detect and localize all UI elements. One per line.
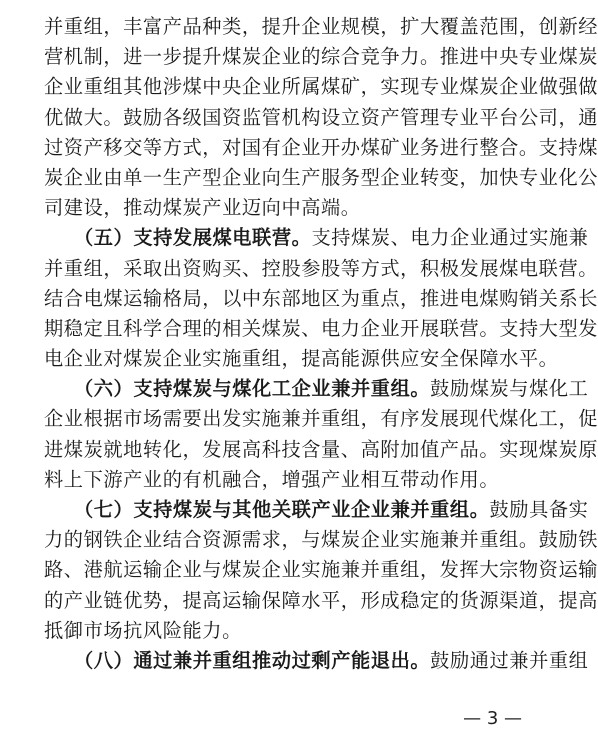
text-line	[44, 374, 589, 404]
text-line	[44, 133, 598, 163]
line-text: 电企业对煤炭企业实施重组，提高能源供应安全保障水平。	[44, 347, 559, 371]
line-text: 并重组，丰富产品种类，提升企业规模，扩大覆盖范围，创新经	[44, 15, 598, 38]
text-line	[44, 314, 598, 344]
section-heading: （六）支持煤炭与煤化工企业兼并重组。	[44, 377, 431, 401]
line-text: 炭企业由单一生产型企业向生产服务型企业转变，加快专业化公	[44, 165, 598, 189]
text-line	[44, 42, 598, 72]
section-heading: （五）支持发展煤电联营。	[44, 226, 312, 250]
text-line	[44, 616, 518, 646]
line-text: 料上下游产业的有机融合，增强产业相互带动作用。	[44, 467, 500, 491]
line-text: 过资产移交等方式，对国有企业开办煤矿业务进行整合。支持煤	[44, 135, 598, 159]
text-line	[44, 435, 598, 465]
text-line	[44, 525, 598, 555]
text-line	[44, 586, 598, 616]
line-text: 优做大。鼓励各级国资监管机构设立资产管理专业平台公司，通	[44, 105, 598, 129]
line-text: 进煤炭就地转化，发展高科技含量、高附加值产品。实现煤炭原	[44, 437, 598, 461]
text-line	[44, 193, 518, 223]
section-heading: （八）通过兼并重组推动过剩产能退出。	[44, 648, 431, 672]
line-text: 路、港航运输企业与煤炭企业实施兼并重组，发挥大宗物资运输	[44, 558, 598, 582]
text-line	[44, 344, 559, 374]
line-text: 的产业链优势，提高运输保障水平，形成稳定的货源渠道，提高	[44, 588, 598, 612]
line-text: 营机制，进一步提升煤炭企业的综合竞争力。推进中央专业煤炭	[44, 45, 598, 69]
line-text: 鼓励煤炭与煤化工	[430, 377, 589, 401]
text-line	[44, 495, 589, 525]
text-line	[44, 284, 598, 314]
line-text: 抵御市场抗风险能力。	[44, 618, 242, 642]
line-text: 司建设，推动煤炭产业迈向中高端。	[44, 196, 361, 220]
text-line	[44, 404, 598, 434]
line-text: 支持煤炭、电力企业通过实施兼	[311, 226, 589, 250]
text-line	[44, 555, 598, 585]
line-text: 力的钢铁企业结合资源需求，与煤炭企业实施兼并重组。鼓励铁	[44, 528, 598, 552]
line-text: 鼓励通过兼并重组	[430, 648, 589, 672]
line-text: 结合电煤运输格局，以中东部地区为重点，推进电煤购销关系长	[44, 286, 598, 310]
text-line	[44, 223, 589, 253]
text-line	[44, 103, 598, 133]
text-line	[44, 465, 518, 495]
line-text: 鼓励具备实	[489, 498, 589, 521]
text-line	[44, 254, 598, 284]
line-text: 期稳定且科学合理的相关煤炭、电力企业开展联营。支持大型发	[44, 316, 598, 340]
text-line	[44, 646, 589, 676]
text-line	[44, 163, 598, 193]
section-heading: （七）支持煤炭与其他关联产业企业兼并重组。	[44, 498, 490, 521]
page-number: — 3 —	[463, 708, 522, 729]
text-line	[44, 72, 598, 102]
body-text	[44, 12, 598, 676]
line-text: 企业重组其他涉煤中央企业所属煤矿，实现专业煤炭企业做强做	[44, 75, 598, 99]
line-text: 并重组，采取出资购买、控股参股等方式，积极发展煤电联营。	[44, 256, 598, 280]
line-text: 企业根据市场需要出发实施兼并重组，有序发展现代煤化工，促	[44, 407, 598, 431]
text-line	[44, 12, 598, 42]
